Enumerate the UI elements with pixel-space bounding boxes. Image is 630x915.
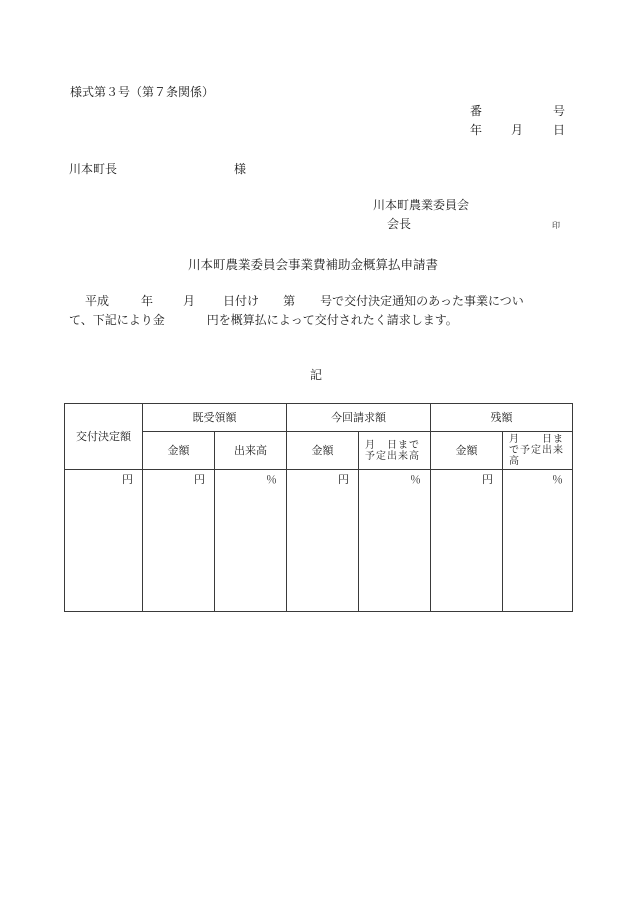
ki-heading: 記 (310, 368, 323, 382)
body-year-label: 年 (141, 294, 154, 308)
body-date-suffix: 日付け (223, 294, 260, 308)
sender-title: 会長 (387, 217, 412, 231)
cell-received-progress[interactable]: ％ (215, 470, 287, 612)
header-current-request: 今回請求額 (287, 404, 431, 432)
number-label: 番 (470, 104, 483, 118)
header-remaining: 残額 (431, 404, 573, 432)
body-line2-b: 円を概算払によって交付されたく請求します。 (206, 313, 458, 327)
form-number: 様式第３号（第７条関係） (70, 85, 215, 99)
cell-remaining-planned[interactable]: ％ (503, 470, 573, 612)
addressee-honorific: 様 (234, 162, 247, 176)
cell-received-amount[interactable]: 円 (143, 470, 215, 612)
body-line-1 (69, 294, 524, 308)
date-month-label: 月 (511, 123, 524, 137)
header-received: 既受領額 (143, 404, 287, 432)
subheader-remaining-amount: 金額 (431, 432, 503, 470)
addressee-name: 川本町長 (69, 162, 118, 176)
cell-current-amount[interactable]: 円 (287, 470, 359, 612)
subheader-received-progress: 出来高 (215, 432, 287, 470)
cell-remaining-amount[interactable]: 円 (431, 470, 503, 612)
body-line2-a: て、下記により金 (69, 313, 165, 327)
body-month-label: 月 (183, 294, 196, 308)
document-title: 川本町農業委員会事業費補助金概算払申請書 (188, 257, 439, 272)
sender-organization: 川本町農業委員会 (373, 198, 470, 212)
era-label: 平成 (85, 294, 110, 308)
date-day-label: 日 (553, 123, 566, 137)
body-line-2 (69, 313, 458, 327)
amount-table (64, 403, 573, 612)
header-decision-amount: 交付決定額 (65, 404, 143, 470)
subheader-remaining-planned (503, 432, 573, 470)
subheader-current-amount: 金額 (287, 432, 359, 470)
cell-current-planned[interactable]: ％ (359, 470, 431, 612)
number-suffix: 号 (553, 104, 566, 118)
planned-progress-label: 月 日まで予定出来高 (509, 434, 564, 467)
subheader-current-planned (359, 432, 431, 470)
date-year-label: 年 (470, 123, 483, 137)
seal-mark: 印 (552, 221, 560, 230)
body-line1-tail: 号で交付決定通知のあった事業につい (320, 294, 524, 308)
body-number-prefix: 第 (283, 294, 296, 308)
planned-progress-label: 月 日まで予定出来高 (365, 439, 420, 462)
subheader-received-amount: 金額 (143, 432, 215, 470)
cell-decision-amount[interactable]: 円 (65, 470, 143, 612)
